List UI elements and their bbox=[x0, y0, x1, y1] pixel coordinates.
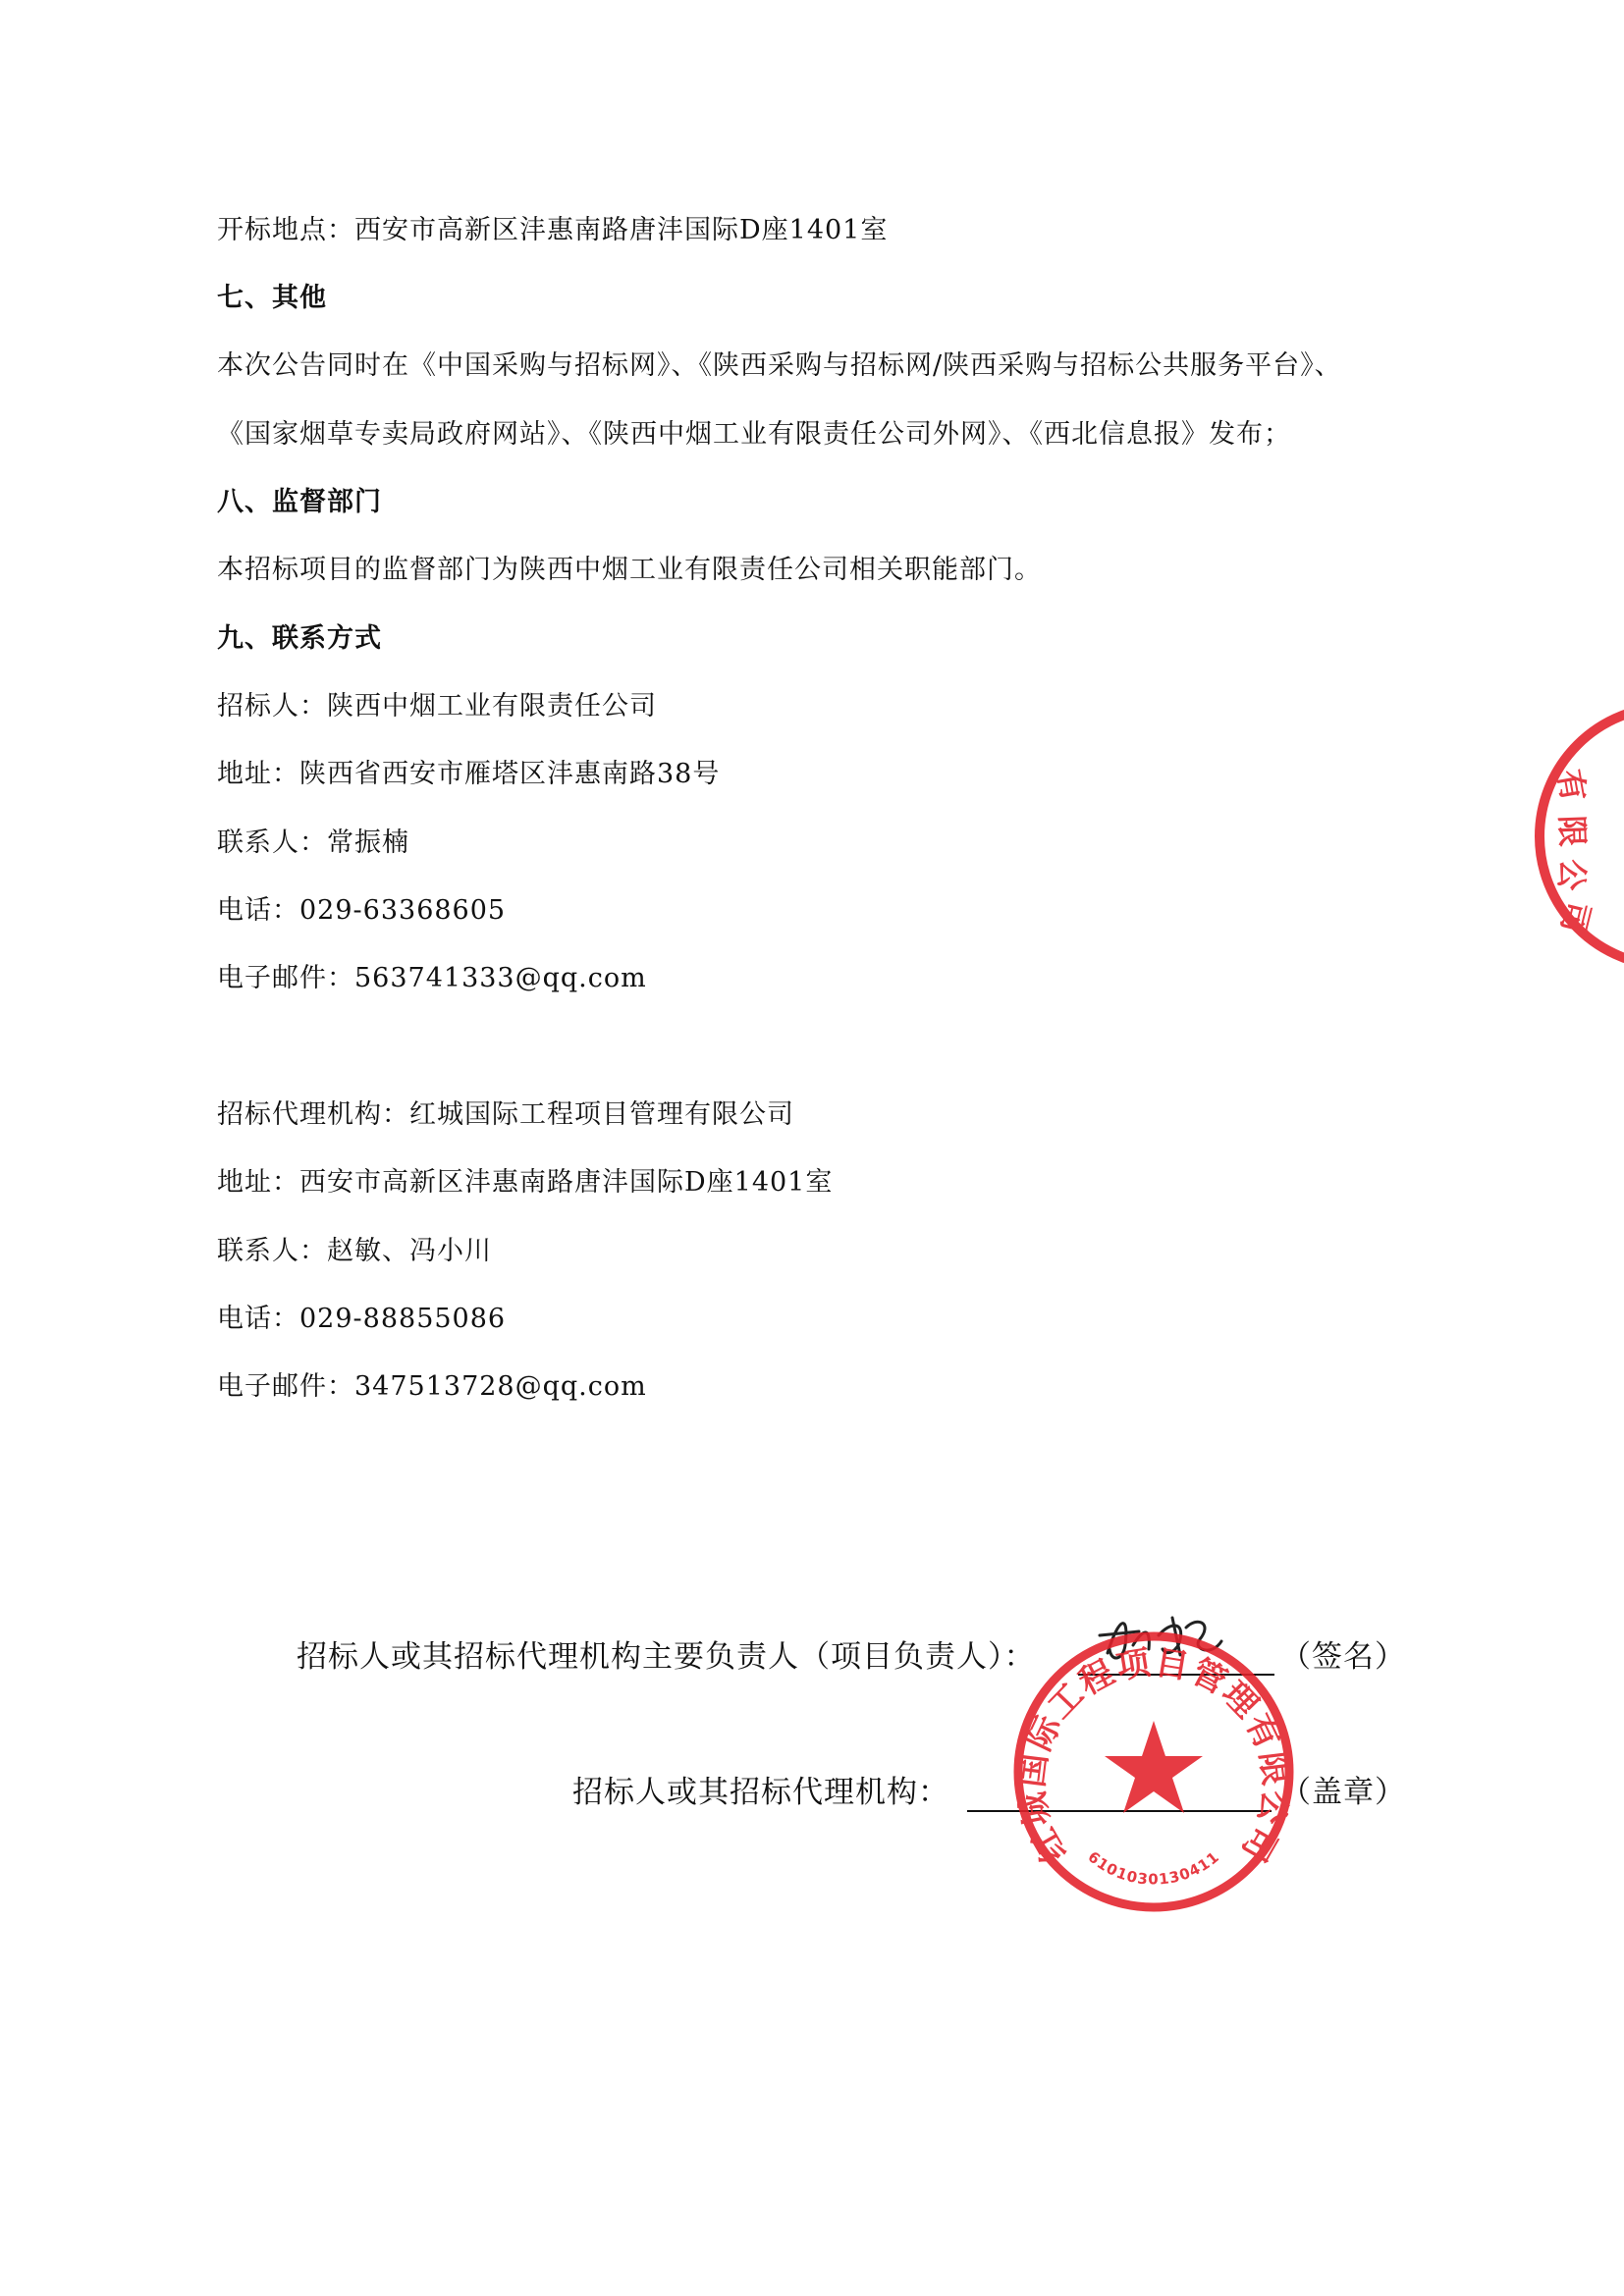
section-7-line-2: 《国家烟草专卖局政府网站》、《陕西中烟工业有限责任公司外网》、《西北信息报》发布； bbox=[217, 419, 1291, 450]
svg-text:有: 有 bbox=[1549, 767, 1593, 805]
section-9-heading: 九、联系方式 bbox=[217, 623, 382, 654]
section-7-line-1: 本次公告同时在《中国采购与招标网》、《陕西采购与招标网/陕西采购与招标公共服务平台》、 bbox=[217, 350, 1342, 381]
agency-phone: 电话：029-88855086 bbox=[217, 1304, 507, 1334]
agency-contact: 联系人：赵敏、冯小川 bbox=[217, 1236, 492, 1266]
edge-seal bbox=[1532, 699, 1624, 974]
svg-text:6101030130411: 6101030130411 bbox=[1084, 1847, 1223, 1889]
company-seal bbox=[1006, 1625, 1301, 1919]
svg-text:司: 司 bbox=[1553, 897, 1597, 937]
svg-text:限: 限 bbox=[1552, 814, 1592, 848]
svg-text:红城国际工程项目管理有限公司: 红城国际工程项目管理有限公司 bbox=[1011, 1642, 1296, 1870]
agency-email: 电子邮件：347513728@qq.com bbox=[217, 1371, 647, 1402]
agency-seal-label: 招标人或其招标代理机构： bbox=[572, 1775, 949, 1810]
seal-suffix: （盖章） bbox=[1280, 1775, 1406, 1810]
tenderer-address: 地址：陕西省西安市雁塔区沣惠南路38号 bbox=[217, 759, 721, 789]
section-7-heading: 七、其他 bbox=[217, 283, 327, 313]
section-8-line-1: 本招标项目的监督部门为陕西中烟工业有限责任公司相关职能部门。 bbox=[217, 555, 1042, 585]
svg-text:公: 公 bbox=[1551, 857, 1593, 893]
section-8-heading: 八、监督部门 bbox=[217, 487, 382, 517]
bid-open-location: 开标地点：西安市高新区沣惠南路唐沣国际D座1401室 bbox=[217, 215, 889, 245]
tenderer-email: 电子邮件：563741333@qq.com bbox=[217, 963, 647, 993]
tenderer-contact: 联系人：常振楠 bbox=[217, 828, 409, 858]
tenderer-phone: 电话：029-63368605 bbox=[217, 895, 507, 926]
agency-name: 招标代理机构：红城国际工程项目管理有限公司 bbox=[217, 1099, 794, 1130]
sign-suffix: （签名） bbox=[1280, 1639, 1406, 1675]
tenderer-name: 招标人：陕西中烟工业有限责任公司 bbox=[217, 691, 657, 721]
agency-address: 地址：西安市高新区沣惠南路唐沣国际D座1401室 bbox=[217, 1167, 834, 1198]
responsible-label: 招标人或其招标代理机构主要负责人（项目负责人）： bbox=[297, 1639, 1036, 1675]
